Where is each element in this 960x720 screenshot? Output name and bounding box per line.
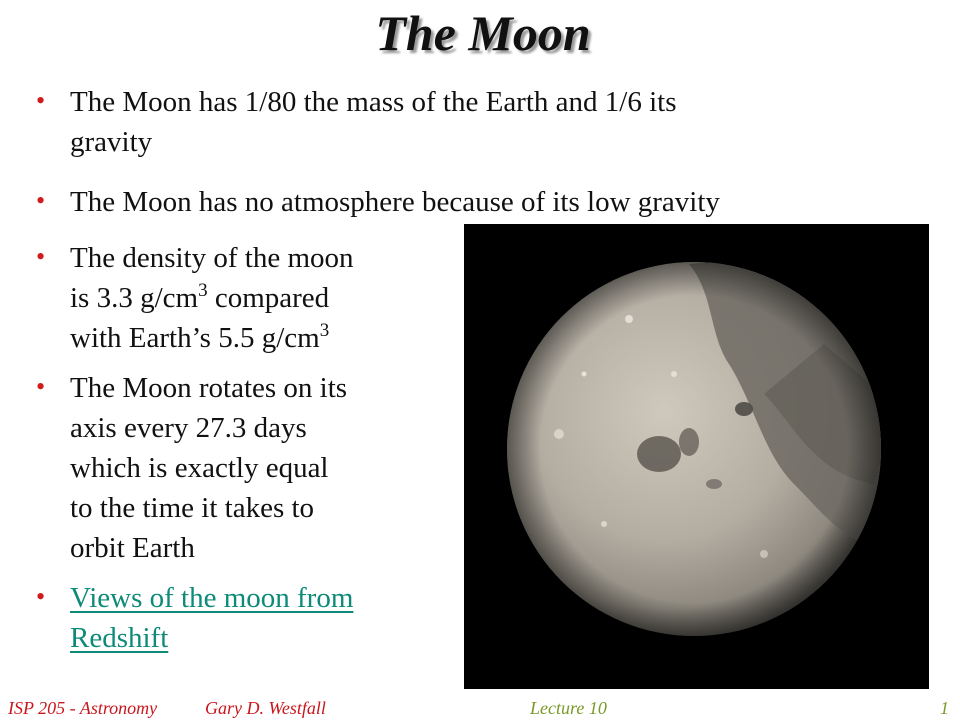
bullet-marker: • bbox=[36, 582, 46, 611]
bullet-text-line: The Moon rotates on its bbox=[70, 372, 348, 404]
bullet-text-line: The density of the moon bbox=[70, 242, 354, 274]
density-compared-text: compared bbox=[207, 282, 330, 314]
footer-course: ISP 205 - Astronomy bbox=[8, 698, 158, 718]
superscript: 3 bbox=[319, 320, 330, 341]
link-text-line[interactable]: Views of the moon from bbox=[70, 582, 354, 614]
bullet-density bbox=[70, 238, 460, 358]
bullet-atmosphere bbox=[70, 182, 940, 222]
bullet-mass-gravity bbox=[70, 82, 930, 162]
page-title: The Moon bbox=[375, 5, 591, 61]
footer-page-number: 1 bbox=[940, 698, 949, 718]
redshift-link[interactable] bbox=[70, 578, 460, 658]
bullet-marker: • bbox=[36, 186, 46, 215]
bullet-text-line bbox=[70, 278, 460, 318]
bullet-text-line: orbit Earth bbox=[70, 532, 195, 564]
superscript: 3 bbox=[198, 280, 208, 301]
bullet-rotation bbox=[70, 368, 460, 568]
bullet-text-line: The Moon has no atmosphere because of its low gravity bbox=[70, 186, 720, 218]
density-moon-text: is 3.3 g/cm bbox=[70, 282, 199, 314]
footer-lecture: Lecture 10 bbox=[530, 698, 607, 718]
bullet-text-line: gravity bbox=[70, 126, 153, 158]
bullet-marker: • bbox=[36, 372, 46, 401]
bullet-marker: • bbox=[36, 242, 46, 271]
bullet-marker: • bbox=[36, 86, 46, 115]
bullet-text-line bbox=[70, 318, 460, 358]
moon-photo bbox=[464, 224, 929, 689]
link-text-line[interactable]: Redshift bbox=[70, 622, 169, 654]
footer-author: Gary D. Westfall bbox=[205, 698, 326, 718]
moon-icon bbox=[464, 224, 929, 689]
bullet-text-line: which is exactly equal bbox=[70, 452, 329, 484]
density-earth-text: with Earth’s 5.5 g/cm bbox=[70, 322, 320, 354]
bullet-text-line: axis every 27.3 days bbox=[70, 412, 307, 444]
bullet-text-line: The Moon has 1/80 the mass of the Earth and 1/6 its bbox=[70, 86, 677, 118]
bullet-text-line: to the time it takes to bbox=[70, 492, 315, 524]
